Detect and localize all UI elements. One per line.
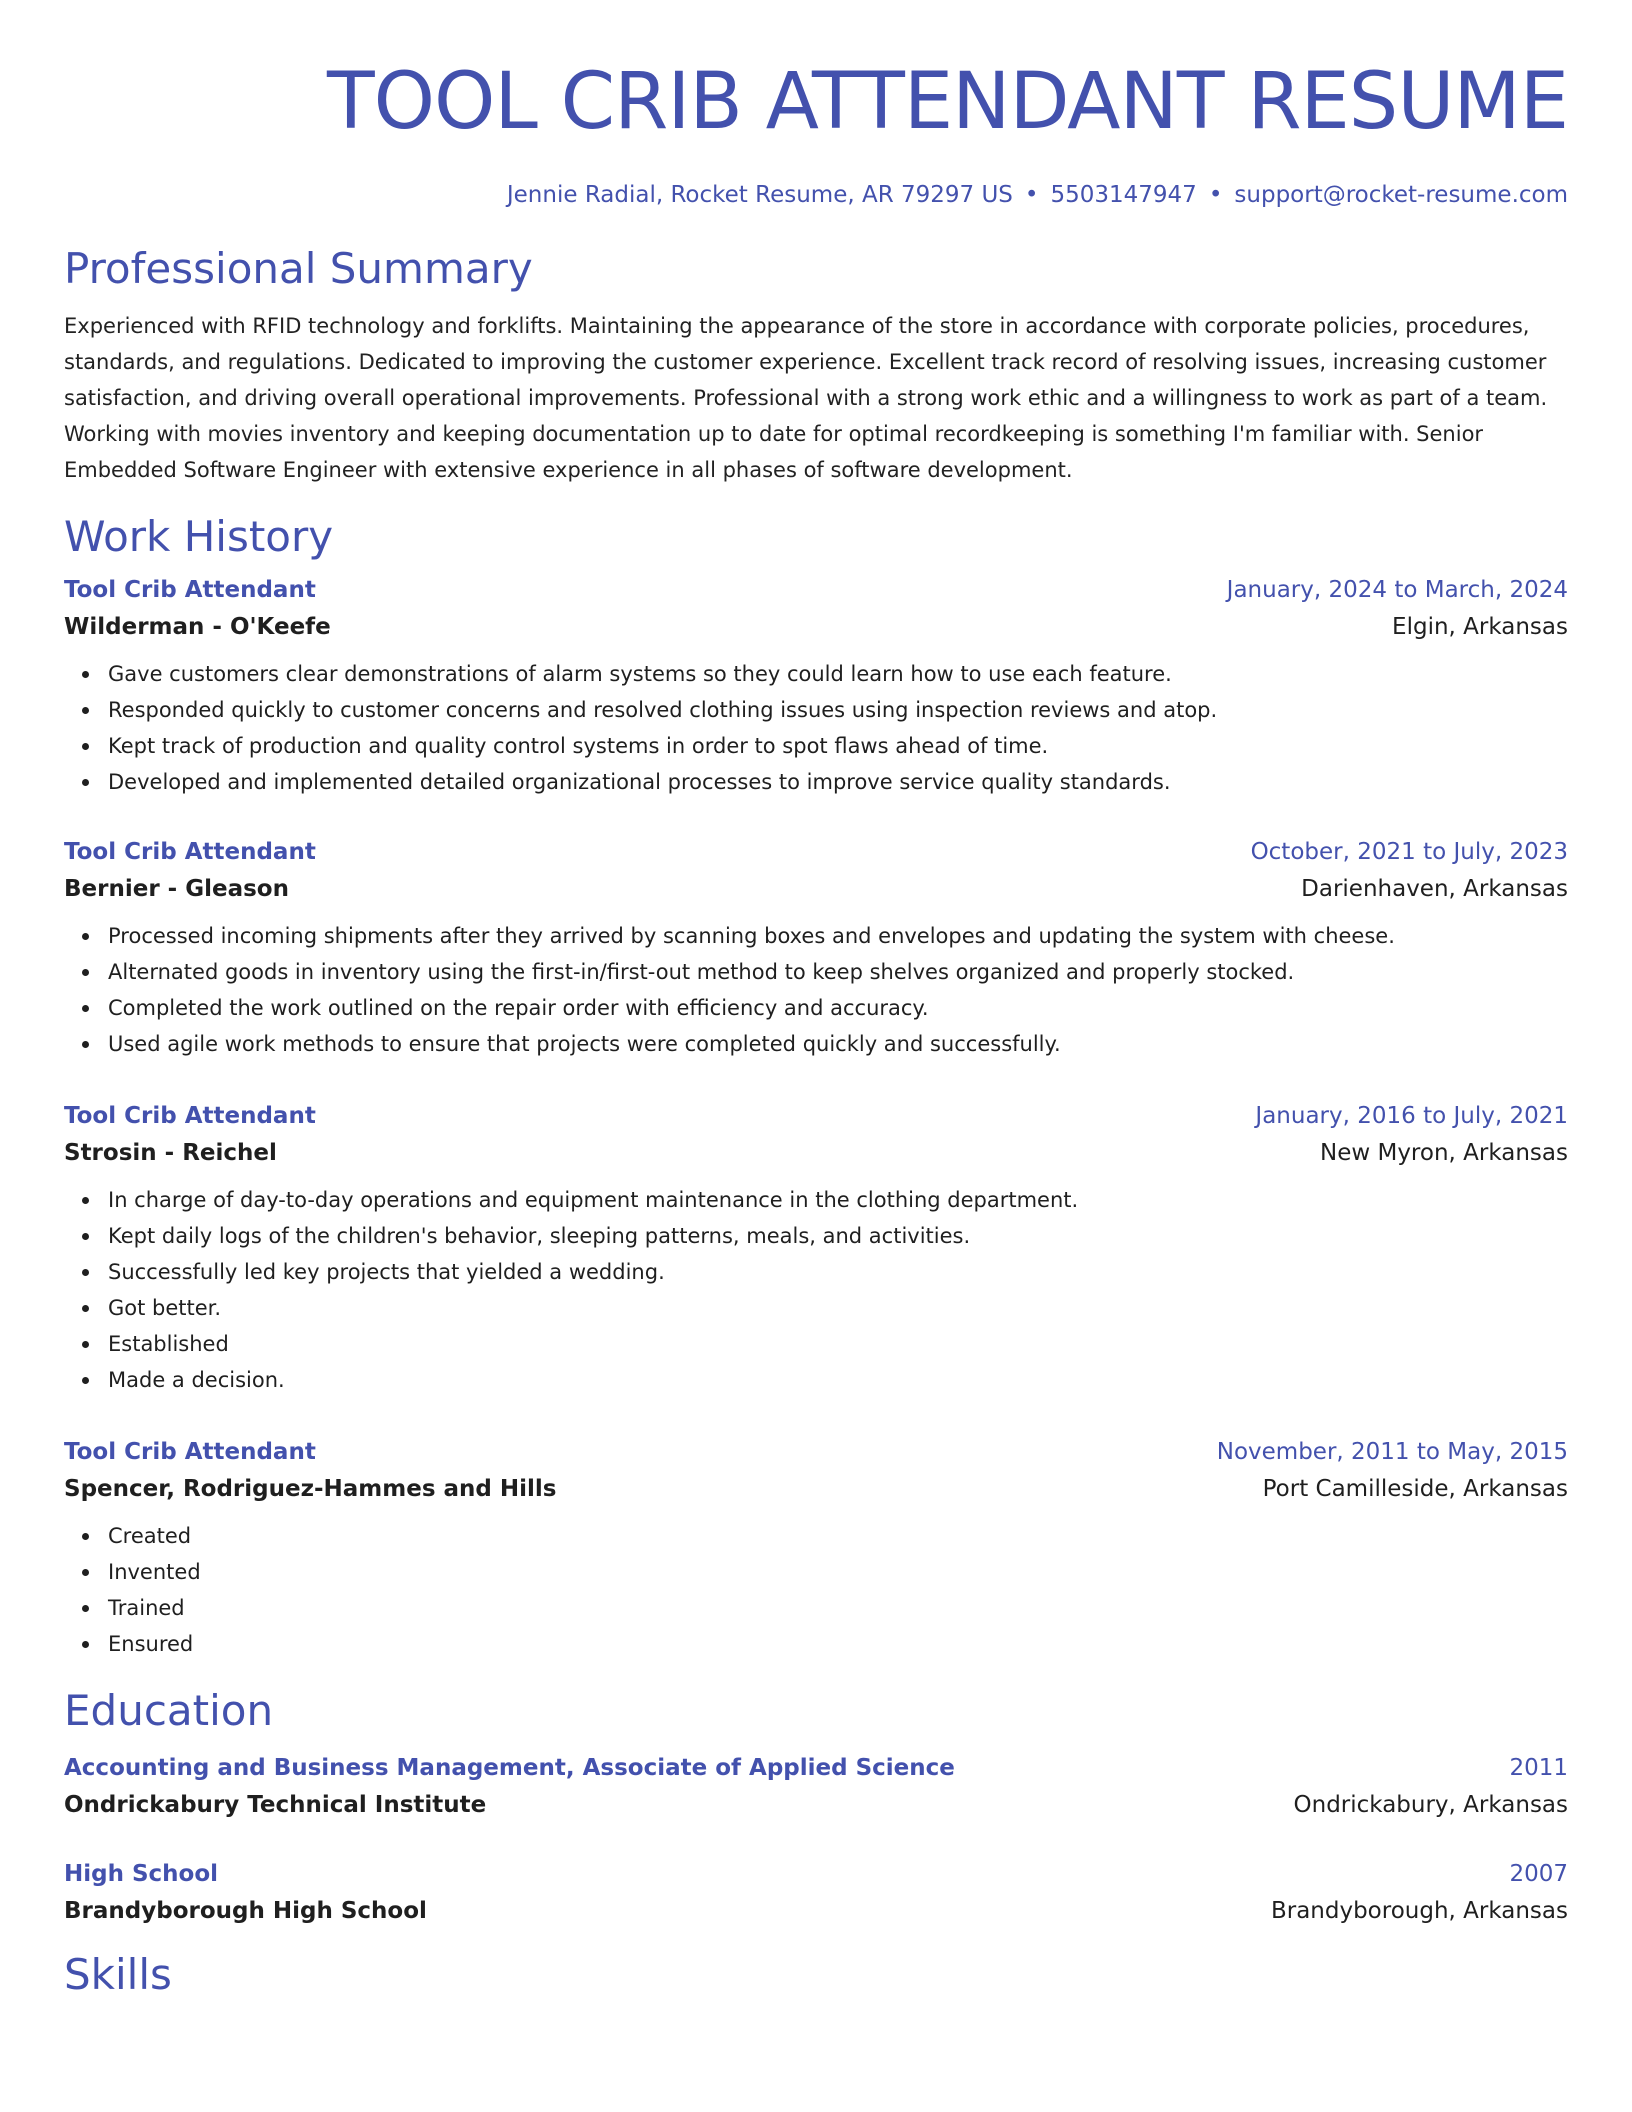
job-bullet: Got better. xyxy=(108,1290,1568,1326)
contact-line xyxy=(64,180,1568,210)
job-bullets xyxy=(64,1518,1568,1662)
work-history-section xyxy=(64,510,1568,1662)
job-location: Darienhaven, Arkansas xyxy=(1301,876,1568,902)
contact-separator: • xyxy=(1208,182,1223,208)
job-dates: November, 2011 to May, 2015 xyxy=(1216,1439,1568,1465)
job-title: Tool Crib Attendant xyxy=(64,1103,316,1129)
job-bullet: Used agile work methods to ensure that projects were completed quickly and successfully. xyxy=(108,1026,1568,1062)
contact-address: Jennie Radial, Rocket Resume, AR 79297 US xyxy=(506,182,1013,208)
contact-email[interactable]: support@rocket-resume.com xyxy=(1234,182,1568,208)
job-bullet: Responded quickly to customer concerns and resolved clothing issues using inspection reviews and atop. xyxy=(108,692,1568,728)
work-history-heading: Work History xyxy=(64,512,334,561)
skills-heading: Skills xyxy=(64,1950,172,1999)
education-location: Ondrickabury, Arkansas xyxy=(1293,1792,1568,1818)
education-school-row xyxy=(64,1892,1568,1930)
education-year: 2011 xyxy=(1509,1755,1568,1781)
job-bullets xyxy=(64,1182,1568,1398)
education-location: Brandyborough, Arkansas xyxy=(1270,1898,1568,1924)
summary-section xyxy=(64,242,1568,488)
job-bullet: Gave customers clear demonstrations of alarm systems so they could learn how to use each feature. xyxy=(108,656,1568,692)
job-company-row xyxy=(64,1470,1568,1508)
job-bullet: Kept daily logs of the children's behavior, sleeping patterns, meals, and activities. xyxy=(108,1218,1568,1254)
job-company-row xyxy=(64,870,1568,908)
job-title-row xyxy=(64,572,1568,608)
education-degree-row xyxy=(64,1856,1568,1892)
job-company: Bernier - Gleason xyxy=(64,876,289,902)
job-location: New Myron, Arkansas xyxy=(1320,1140,1568,1166)
job-title-row xyxy=(64,1434,1568,1470)
education-entry xyxy=(64,1856,1568,1930)
job-entry xyxy=(64,572,1568,800)
job-location: Port Camilleside, Arkansas xyxy=(1262,1476,1568,1502)
education-year: 2007 xyxy=(1509,1861,1568,1887)
job-bullet: In charge of day-to-day operations and equipment maintenance in the clothing department. xyxy=(108,1182,1568,1218)
job-title-row xyxy=(64,1098,1568,1134)
education-school: Brandyborough High School xyxy=(64,1898,427,1924)
job-entry xyxy=(64,1434,1568,1662)
job-dates: January, 2024 to March, 2024 xyxy=(1226,577,1568,603)
job-company-row xyxy=(64,1134,1568,1172)
job-company: Wilderman - O'Keefe xyxy=(64,614,331,640)
job-bullet: Trained xyxy=(108,1590,1568,1626)
education-school: Ondrickabury Technical Institute xyxy=(64,1792,487,1818)
job-bullet: Invented xyxy=(108,1554,1568,1590)
job-bullet: Made a decision. xyxy=(108,1362,1568,1398)
job-bullet: Alternated goods in inventory using the first-in/first-out method to keep shelves organized and properly stocked. xyxy=(108,954,1568,990)
job-bullet: Ensured xyxy=(108,1626,1568,1662)
education-degree: High School xyxy=(64,1861,219,1887)
skills-section xyxy=(64,1948,1568,2002)
job-location: Elgin, Arkansas xyxy=(1392,614,1568,640)
job-title: Tool Crib Attendant xyxy=(64,839,316,865)
job-title-row xyxy=(64,834,1568,870)
job-bullet: Developed and implemented detailed organizational processes to improve service quality standards. xyxy=(108,764,1568,800)
education-degree-row xyxy=(64,1750,1568,1786)
education-heading: Education xyxy=(64,1686,274,1735)
job-bullets xyxy=(64,656,1568,800)
job-dates: October, 2021 to July, 2023 xyxy=(1250,839,1568,865)
job-entry xyxy=(64,834,1568,1062)
resume-title: TOOL CRIB ATTENDANT RESUME xyxy=(326,57,1568,147)
job-bullet: Established xyxy=(108,1326,1568,1362)
job-bullet: Successfully led key projects that yielded a wedding. xyxy=(108,1254,1568,1290)
contact-separator: • xyxy=(1024,182,1039,208)
education-section xyxy=(64,1684,1568,1930)
job-bullet: Created xyxy=(108,1518,1568,1554)
job-bullet: Kept track of production and quality control systems in order to spot flaws ahead of time. xyxy=(108,728,1568,764)
education-degree: Accounting and Business Management, Associate of Applied Science xyxy=(64,1755,955,1781)
job-bullets xyxy=(64,918,1568,1062)
job-bullet: Processed incoming shipments after they arrived by scanning boxes and envelopes and updating the system with cheese. xyxy=(108,918,1568,954)
job-title: Tool Crib Attendant xyxy=(64,1439,316,1465)
summary-heading: Professional Summary xyxy=(64,244,533,293)
contact-phone[interactable]: 5503147947 xyxy=(1050,182,1197,208)
education-school-row xyxy=(64,1786,1568,1824)
summary-text: Experienced with RFID technology and forklifts. Maintaining the appearance of the store in accordance with corporate policies, procedures, standards, and regulations. Dedicated to improving the customer experience. Excellent track record of resolving issues, increasing customer satisfaction, and driving overall operational improvements. Professional with a strong work ethic and a willingness to work as part of a team. Working with movies inventory and keeping documentation up to date for optimal recordkeeping is something I'm familiar with. Senior Embedded Software Engineer with extensive experience in all phases of software development. xyxy=(64,314,1548,482)
resume-header xyxy=(64,0,1568,210)
job-entry xyxy=(64,1098,1568,1398)
job-dates: January, 2016 to July, 2021 xyxy=(1255,1103,1568,1129)
job-company: Spencer, Rodriguez-Hammes and Hills xyxy=(64,1476,557,1502)
job-title: Tool Crib Attendant xyxy=(64,577,316,603)
job-company-row xyxy=(64,608,1568,646)
education-entry xyxy=(64,1750,1568,1824)
job-company: Strosin - Reichel xyxy=(64,1140,277,1166)
job-bullet: Completed the work outlined on the repair order with efficiency and accuracy. xyxy=(108,990,1568,1026)
